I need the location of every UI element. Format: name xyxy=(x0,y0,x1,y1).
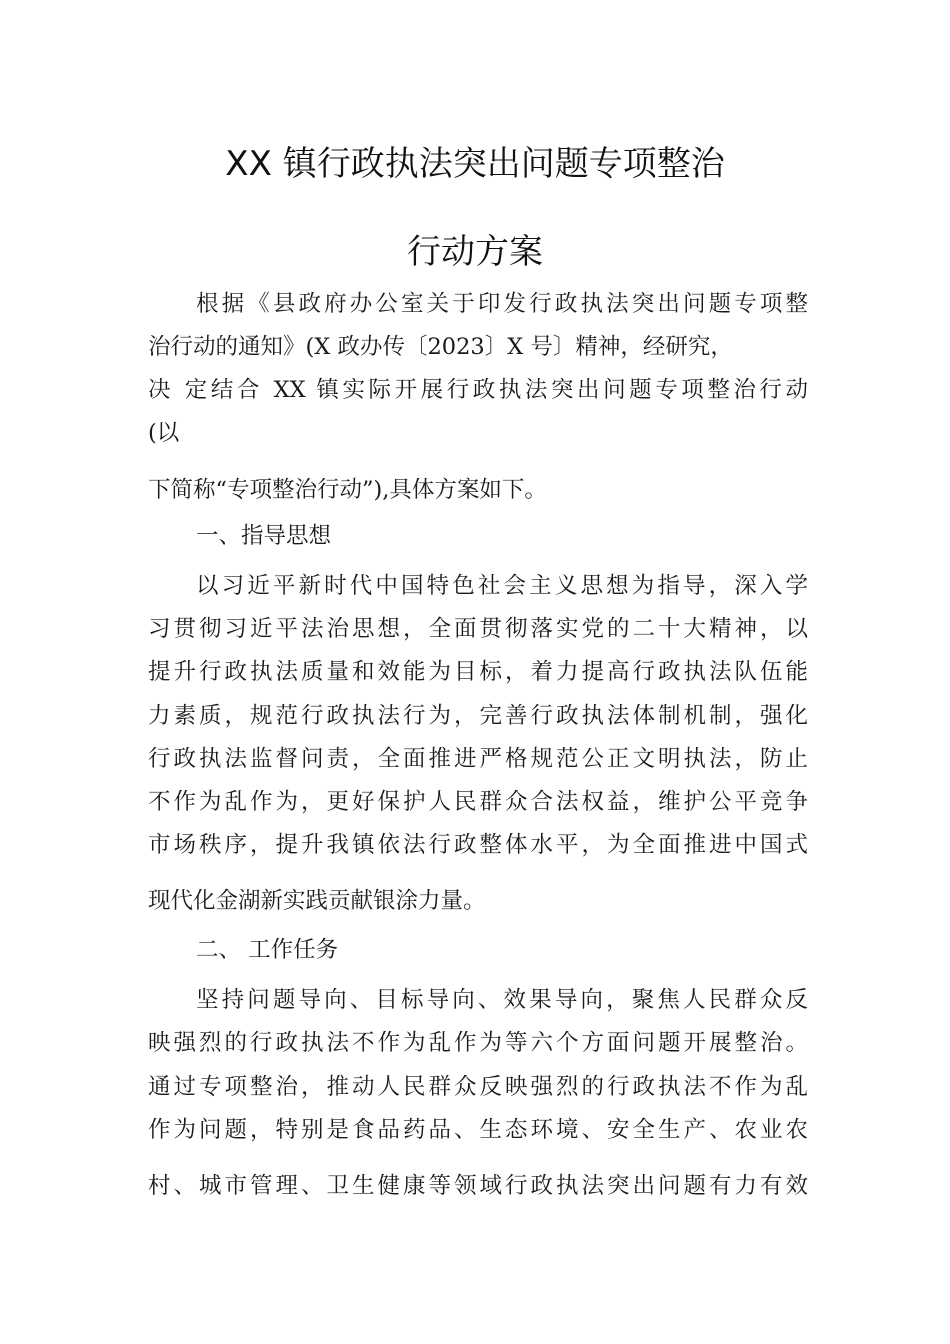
section2-line: 映强烈的行政执法不作为乱作为等六个方面问题开展整治。 xyxy=(148,1030,808,1056)
section1-line: 力素质，规范行政执法行为，完善行政执法体制机制，强化 xyxy=(148,703,808,729)
intro-line: (以 xyxy=(148,420,180,446)
section2-line: 作为问题，特别是食品药品、生态环境、安全生产、农业农 xyxy=(148,1117,808,1143)
section1-line: 提升行政执法质量和效能为目标，着力提高行政执法队伍能 xyxy=(148,659,808,685)
intro-line: 治行动的通知》(X 政办传〔2023〕X 号〕精神，经研究， xyxy=(148,334,733,360)
section-heading-work-tasks: 二、 工作任务 xyxy=(196,937,339,963)
section1-line: 习贯彻习近平法治思想，全面贯彻落实党的二十大精神，以 xyxy=(148,616,808,642)
section2-line: 村、城市管理、卫生健康等领域行政执法突出问题有力有效 xyxy=(148,1173,808,1199)
section2-line: 坚持问题导向、目标导向、效果导向，聚焦人民群众反 xyxy=(196,987,808,1013)
intro-line: 决 定结合 XX 镇实际开展行政执法突出问题专项整治行动 xyxy=(148,377,808,403)
section1-line: 现代化金湖新实践贡献银涂力量。 xyxy=(148,888,486,914)
document-title-line-2: 行动方案 xyxy=(407,232,543,272)
intro-line: 根据《县政府办公室关于印发行政执法突出问题专项整 xyxy=(196,291,808,317)
intro-line: 下简称“专项整治行动”),具体方案如下。 xyxy=(148,477,547,503)
document-title-line-1: XX 镇行政执法突出问题专项整治 xyxy=(225,144,725,184)
section2-line: 通过专项整治，推动人民群众反映强烈的行政执法不作为乱 xyxy=(148,1074,808,1100)
section1-line: 不作为乱作为，更好保护人民群众合法权益，维护公平竞争 xyxy=(148,789,808,815)
section-heading-guiding-ideology: 一、指导思想 xyxy=(196,523,332,549)
section1-line: 以习近平新时代中国特色社会主义思想为指导，深入学 xyxy=(196,573,808,599)
section1-line: 市场秩序，提升我镇依法行政整体水平，为全面推进中国式 xyxy=(148,832,808,858)
section1-line: 行政执法监督问责，全面推进严格规范公正文明执法，防止 xyxy=(148,746,808,772)
